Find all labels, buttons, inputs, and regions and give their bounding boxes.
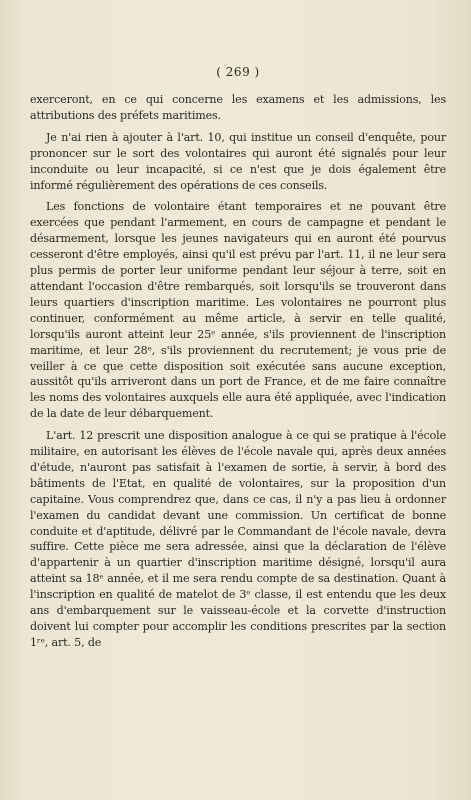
page-text-block [30,64,446,657]
paragraph-2: Je n'ai rien à ajouter à l'art. 10, qui institue un conseil d'enquête, pour prononcer sur le sort des volontaires qui auront été signalés pour leur inconduite ou leur incapacité, si ce n'est que je dois également être informé régulièrement des opérations de ces conseils. [30,130,446,192]
page-number: ( 269 ) [216,65,260,79]
paragraph-4: L'art. 12 prescrit une disposition analogue à ce qui se pratique à l'école militaire, en autorisant les élèves de l'école navale qui, après deux années d'étude, n'auront pas satisfait à l'examen de sortie, à servir, à bord des bâtiments de l'Etat, en qualité de volontaires, sur la proposition d'un capitaine. Vous comprendrez que, dans ce cas, il n'y a pas lieu à ordonner l'examen du candidat devant une commission. Un certificat de bonne conduite et d'aptitude, délivré par le Commandant de l'école navale, devra suffire. Cette pièce me sera adressée, ainsi que la déclaration de l'élève d'appartenir à un quartier d'inscription maritime désigné, lorsqu'il aura atteint sa 18ᵉ année, et il me sera rendu compte de sa destination. Quant à l'inscription en qualité de matelot de 3ᵉ classe, il est entendu que les deux ans d'embarquement sur le vaisseau-école et la corvette d'instruction doivent lui compter pour accomplir les conditions prescrites par la section 1ʳᵉ, art. 5, de [30,429,446,649]
paragraph-3: Les fonctions de volontaire étant temporaires et ne pouvant être exercées que pendant l'armement, en cours de campagne et pendant le désarmement, lorsque les jeunes navigateurs qui en auront été pourvus cesseront d'être employés, ainsi qu'il est prévu par l'art. 11, il ne leur sera plus permis de porter leur uniforme pendant leur séjour à terre, soit en attendant l'occasion d'être rembarqués, soit lorsqu'ils se trouveront dans leurs quartiers d'inscription maritime. Les volontaires ne pourront plus continuer, conformément au même article, à servir en telle qualité, lorsqu'ils auront atteint leur 25ᵉ année, s'ils proviennent de l'inscription maritime, et leur 28ᵉ, s'ils proviennent du recrutement; je vous prie de veiller à ce que cette disposition soit exécutée sans aucune exception, aussitôt qu'ils arriveront dans un port de France, et de me faire connaître les noms des volontaires auxquels elle aura été appliquée, avec l'indication de la date de leur débarquement. [30,200,446,421]
paragraph-1: exerceront, en ce qui concerne les examens et les admissions, les attributions des préfets maritimes. [30,93,446,122]
